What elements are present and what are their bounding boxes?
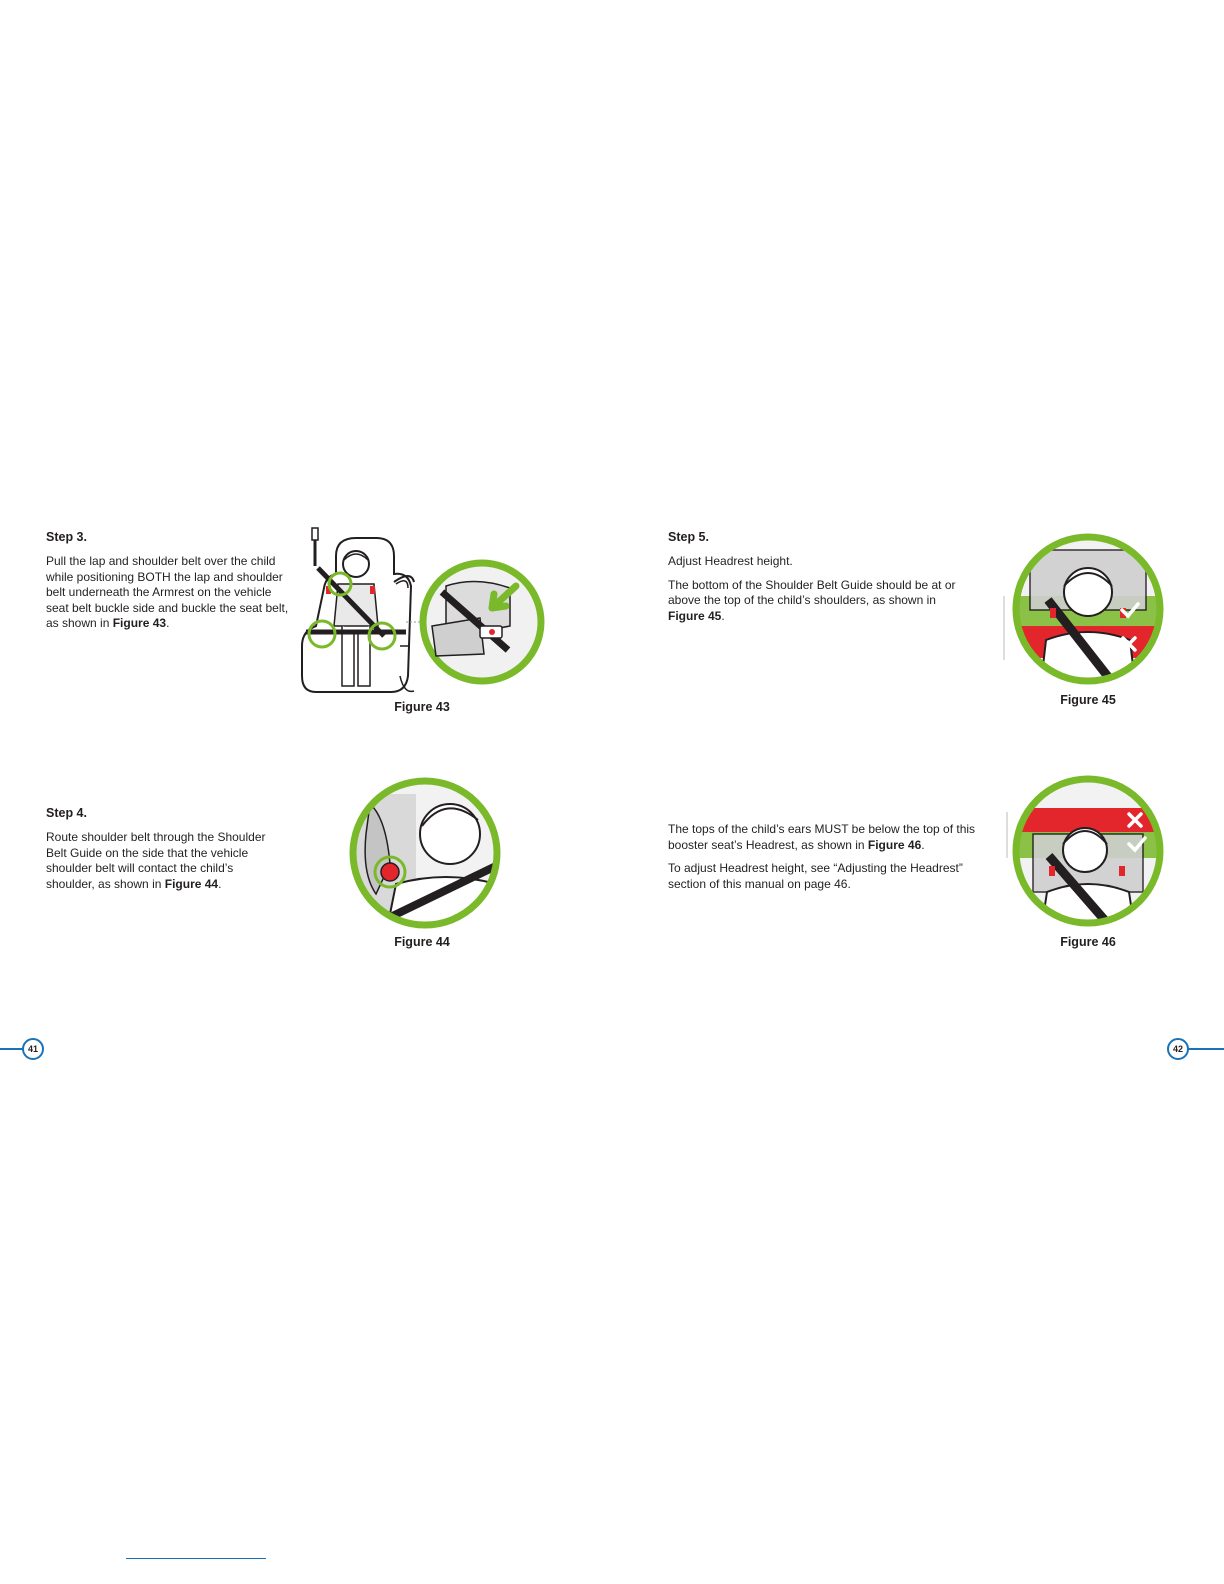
- figure45-caption: Figure 45: [1060, 693, 1116, 707]
- page-number-42: 42: [1167, 1038, 1189, 1060]
- step4-title: Step 4.: [46, 806, 87, 820]
- ears-block: [668, 822, 988, 900]
- step3-text: Pull the lap and shoulder belt over the child while positioning BOTH the lap and shoulder belt underneath the Armrest on the vehicle seat belt buckle side and buckle the seat belt, as shown in Figure 43.: [46, 554, 289, 630]
- ears-text-1: The tops of the child’s ears MUST be below the top of this booster seat’s Headrest, as shown in Figure 46.: [668, 822, 976, 852]
- figure45-ref: Figure 45: [668, 608, 722, 623]
- page-number-41: 41: [22, 1038, 44, 1060]
- step4-text: Route shoulder belt through the Shoulder Belt Guide on the side that the vehicle shoulder belt will contact the child’s shoulder, as shown in Figure 44.: [46, 830, 266, 891]
- figure44-caption: Figure 44: [394, 935, 450, 949]
- figure45-illustration: [1000, 530, 1175, 692]
- figure46-ref: Figure 46: [867, 837, 922, 852]
- step4-block: [46, 806, 281, 900]
- step5-title: Step 5.: [668, 530, 709, 544]
- step5-text-1: Adjust Headrest height.: [668, 554, 793, 568]
- ears-text-2: To adjust Headrest height, see “Adjusting the Headrest” section of this manual on page 46.: [668, 861, 963, 891]
- step3-title: Step 3.: [46, 530, 87, 544]
- figure43-caption: Figure 43: [394, 700, 450, 714]
- page-number-rule-right: [1188, 1048, 1224, 1050]
- step5-text-2: The bottom of the Shoulder Belt Guide should be at or above the top of the child’s shoulders, as shown in Figure 45.: [668, 577, 956, 623]
- step3-block: [46, 530, 291, 640]
- page-number-rule-left: [0, 1048, 24, 1050]
- step5-block: [668, 530, 968, 632]
- figure43-ref: Figure 43: [112, 616, 167, 630]
- figure46-caption: Figure 46: [1060, 935, 1116, 949]
- figure43-illustration: [296, 526, 546, 698]
- figure46-illustration: [1005, 772, 1175, 932]
- footer-rule: [126, 1558, 266, 1559]
- figure44-ref: Figure 44: [164, 876, 219, 891]
- figure44-illustration: [346, 774, 504, 932]
